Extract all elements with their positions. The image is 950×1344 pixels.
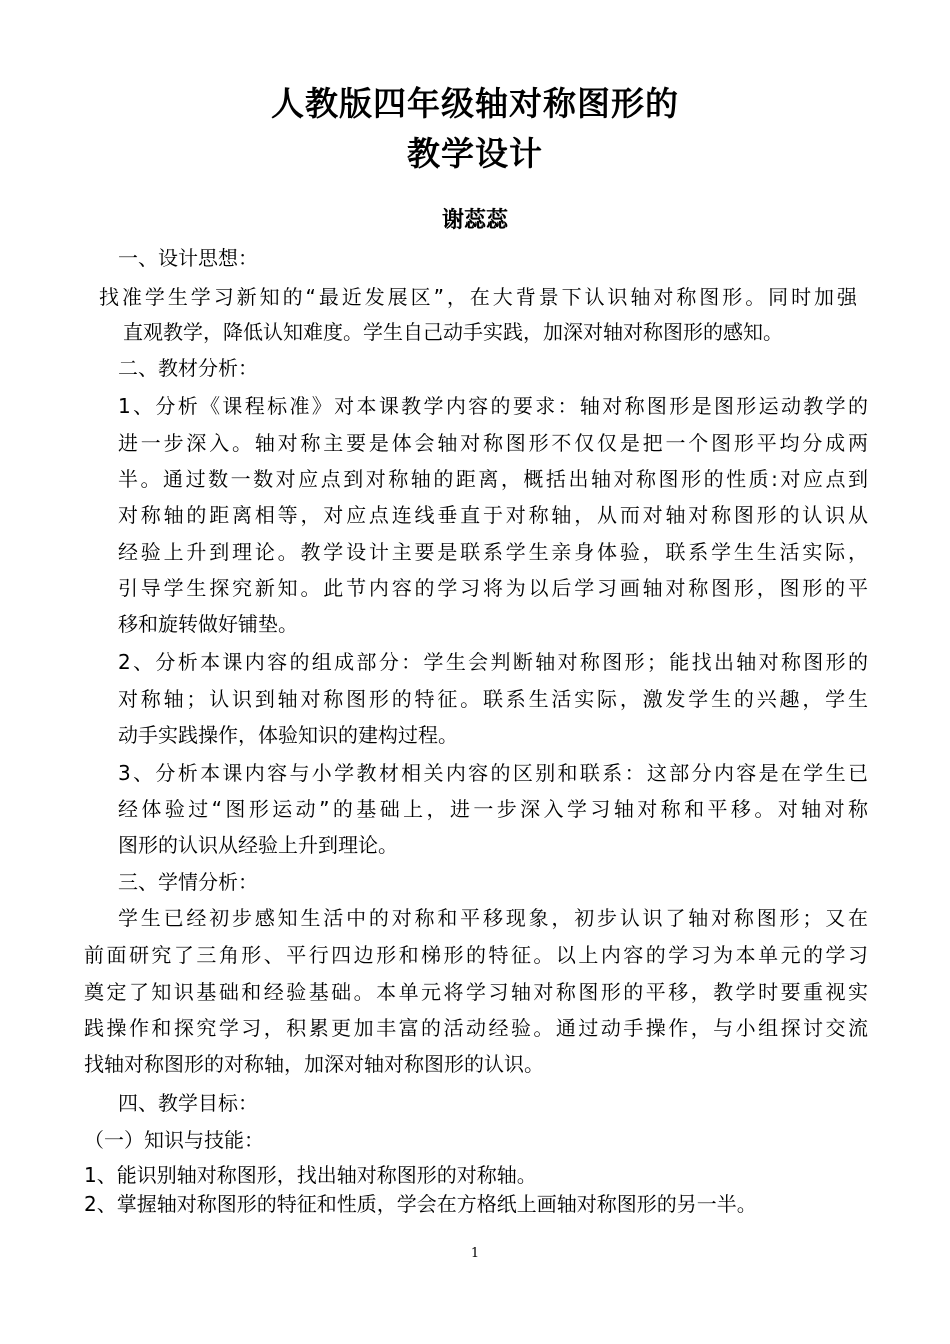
- paragraph-line: 直观教学，降低认知难度。学生自己动手实践，加深对轴对称图形的感知。: [123, 320, 783, 344]
- heading-material-analysis: 二、教材分析：: [118, 356, 258, 380]
- paragraph-line: 前面研究了三角形、平行四边形和梯形的特征。以上内容的学习为本单元的学习: [84, 943, 868, 967]
- paragraph-line: 动手实践操作，体验知识的建构过程。: [118, 723, 458, 747]
- paragraph-line: 奠定了知识基础和经验基础。本单元将学习轴对称图形的平移，教学时要重视实: [84, 980, 868, 1004]
- paragraph-line: 图形的认识从经验上升到理论。: [118, 833, 398, 857]
- paragraph-line: 进一步深入。轴对称主要是体会轴对称图形不仅仅是把一个图形平均分成两: [118, 431, 868, 455]
- author-name: 谢蕊蕊: [441, 208, 508, 233]
- heading-design-idea: 一、设计思想：: [118, 246, 258, 270]
- page-number: 1: [470, 1246, 480, 1261]
- list-item: 1、能识别轴对称图形，找出轴对称图形的对称轴。: [84, 1163, 537, 1187]
- paragraph-line: 对称轴的距离相等，对应点连线垂直于对称轴，从而对轴对称图形的认识从: [118, 503, 868, 527]
- heading-learner-analysis: 三、学情分析：: [118, 870, 258, 894]
- paragraph-line: 学生已经初步感知生活中的对称和平移现象，初步认识了轴对称图形；又在: [118, 906, 868, 930]
- document-title-line2: 教学设计: [407, 134, 543, 173]
- paragraph-line: 找准学生学习新知的“最近发展区”，在大背景下认识轴对称图形。同时加强: [99, 285, 857, 309]
- paragraph-line: 经体验过“图形运动”的基础上，进一步深入学习轴对称和平移。对轴对称: [118, 797, 868, 821]
- subheading-knowledge-skills: （一）知识与技能：: [84, 1128, 264, 1152]
- paragraph-line: 找轴对称图形的对称轴，加深对轴对称图形的认识。: [84, 1052, 544, 1076]
- paragraph-line: 对称轴；认识到轴对称图形的特征。联系生活实际，激发学生的兴趣，学生: [118, 687, 868, 711]
- document-title-line1: 人教版四年级轴对称图形的: [271, 84, 679, 123]
- paragraph-line: 1、分析《课程标准》对本课教学内容的要求：轴对称图形是图形运动教学的: [118, 394, 868, 418]
- list-item: 2、掌握轴对称图形的特征和性质，学会在方格纸上画轴对称图形的另一半。: [84, 1192, 757, 1216]
- paragraph-line: 移和旋转做好铺垫。: [118, 612, 298, 636]
- paragraph-line: 践操作和探究学习，积累更加丰富的活动经验。通过动手操作，与小组探讨交流: [84, 1016, 868, 1040]
- paragraph-line: 经验上升到理论。教学设计主要是联系学生亲身体验，联系学生生活实际，: [118, 540, 868, 564]
- paragraph-line: 2、分析本课内容的组成部分：学生会判断轴对称图形；能找出轴对称图形的: [118, 650, 868, 674]
- paragraph-line: 3、分析本课内容与小学教材相关内容的区别和联系：这部分内容是在学生已: [118, 761, 868, 785]
- heading-teaching-goals: 四、教学目标：: [118, 1091, 258, 1115]
- paragraph-line: 半。通过数一数对应点到对称轴的距离，概括出轴对称图形的性质:对应点到: [118, 467, 868, 491]
- paragraph-line: 引导学生探究新知。此节内容的学习将为以后学习画轴对称图形，图形的平: [118, 576, 868, 600]
